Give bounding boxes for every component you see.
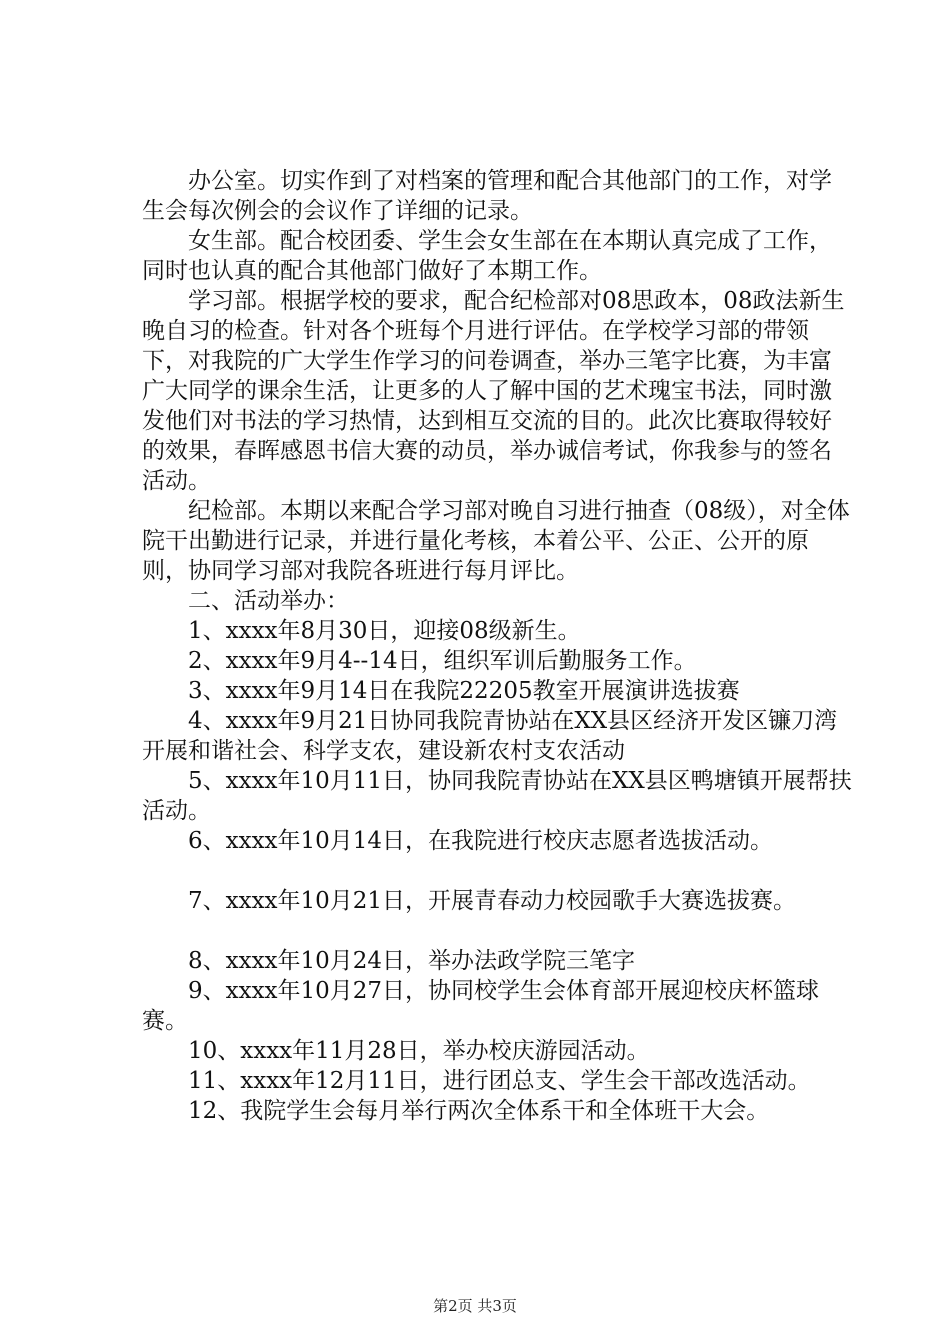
activity-item-11: 11、xxxx年12月11日，进行团总支、学生会干部改选活动。 — [188, 1068, 811, 1094]
activity-item-2: 2、xxxx年9月4--14日，组织军训后勤服务工作。 — [188, 648, 697, 674]
activity-item-5: 5、xxxx年10月11日，协同我院青协站在XX县区鸭塘镇开展帮扶活动。 — [142, 768, 852, 824]
paragraph-discipline-dept: 纪检部。本期以来配合学习部对晚自习进行抽查（08级），对全体院干出勤进行记录，并进行量化考核，本着公平、公正、公开的原则，协同学习部对我院各班进行每月评比。 — [142, 498, 850, 584]
activity-item-12: 12、我院学生会每月举行两次全体系干和全体班干大会。 — [188, 1098, 770, 1124]
activity-item-6: 6、xxxx年10月14日，在我院进行校庆志愿者选拔活动。 — [188, 828, 774, 854]
section-heading-activities: 二、活动举办： — [188, 588, 349, 614]
paragraph-study-dept: 学习部。根据学校的要求，配合纪检部对08思政本，08政法新生晚自习的检查。针对各个班每个月进行评估。在学校学习部的带领下，对我院的广大学生作学习的问卷调查，举办三笔字比赛，为丰富广大同学的课余生活，让更多的人了解中国的艺术瑰宝书法，同时激发他们对书法的学习热情，达到相互交流的目的。此次比赛取得较好的效果，春晖感恩书信大赛的动员，举办诚信考试，你我参与的签名活动。 — [142, 288, 845, 494]
document-body — [142, 166, 854, 1126]
activity-item-10: 10、xxxx年11月28日，举办校庆游园活动。 — [188, 1038, 650, 1064]
activity-item-3: 3、xxxx年9月14日在我院22205教室开展演讲选拔赛 — [188, 678, 740, 704]
activity-item-9: 9、xxxx年10月27日，协同校学生会体育部开展迎校庆杯篮球赛。 — [142, 978, 820, 1034]
activity-item-7: 7、xxxx年10月21日，开展青春动力校园歌手大赛选拔赛。 — [188, 888, 797, 914]
activity-item-1: 1、xxxx年8月30日，迎接08级新生。 — [188, 618, 581, 644]
paragraph-girls-dept: 女生部。配合校团委、学生会女生部在在本期认真完成了工作，同时也认真的配合其他部门做好了本期工作。 — [142, 228, 832, 284]
page-footer: 第2页 共3页 — [433, 1297, 517, 1315]
activity-item-4: 4、xxxx年9月21日协同我院青协站在XX县区经济开发区镰刀湾开展和谐社会、科学支农，建设新农村支农活动 — [142, 708, 838, 764]
activity-item-8: 8、xxxx年10月24日，举办法政学院三笔字 — [188, 948, 636, 974]
paragraph-office: 办公室。切实作到了对档案的管理和配合其他部门的工作，对学生会每次例会的会议作了详细的记录。 — [142, 168, 832, 224]
